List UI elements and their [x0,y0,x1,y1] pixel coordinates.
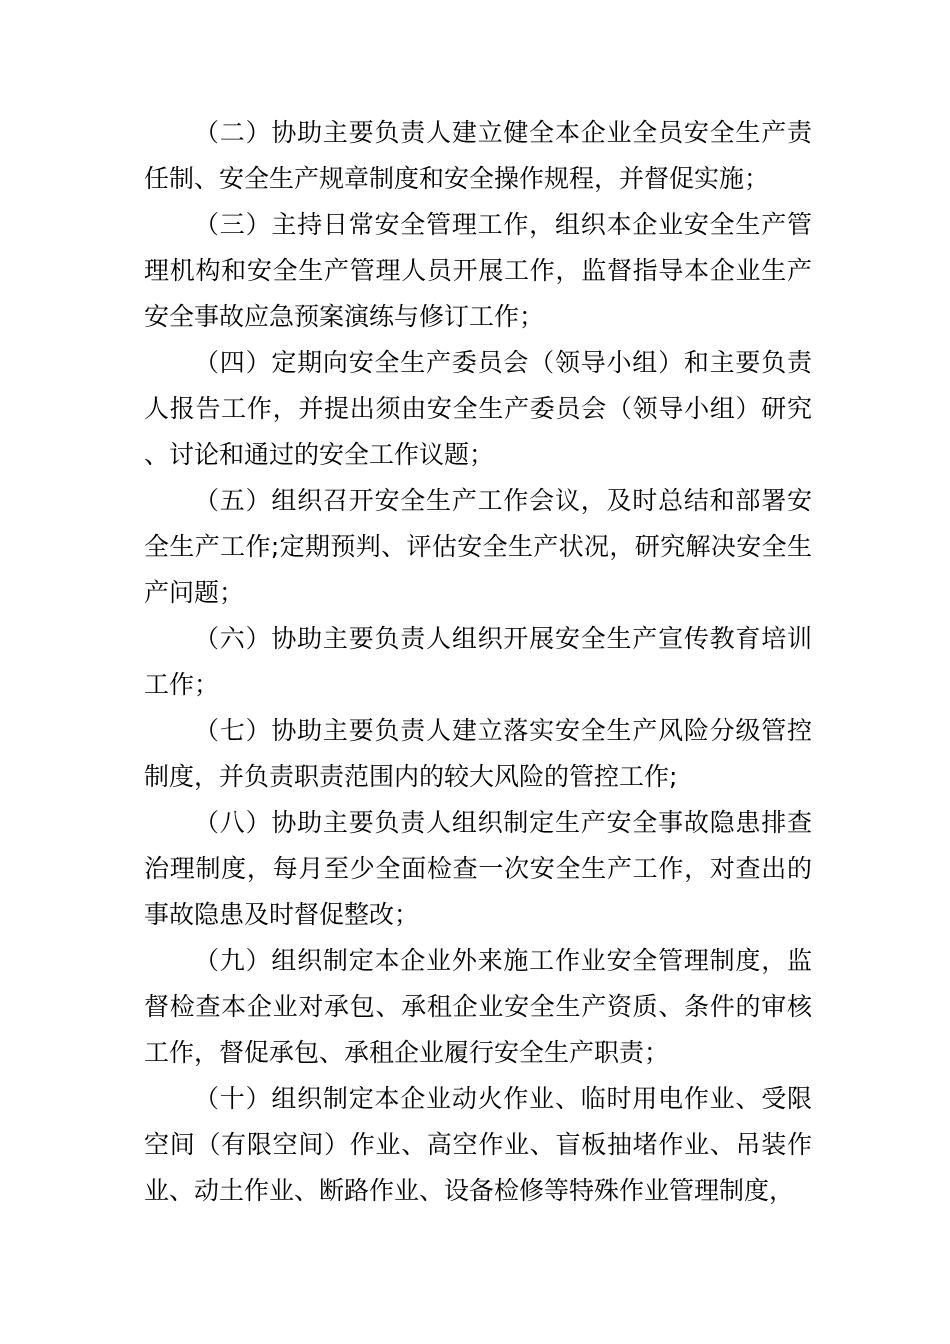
document-body [144,110,812,1214]
paragraph-item-2: （二）协助主要负责人建立健全本企业全员安全生产责任制、安全生产规章制度和安全操作规程，并督促实施； [144,118,812,193]
paragraph-item-7: （七）协助主要负责人建立落实安全生产风险分级管控制度，并负责职责范围内的较大风险的管控工作; [144,716,812,791]
paragraph-item-3: （三）主持日常安全管理工作，组织本企业安全生产管理机构和安全生产管理人员开展工作，监督指导本企业生产安全事故应急预案演练与修订工作； [144,210,812,331]
paragraph-item-5: （五）组织召开安全生产工作会议，及时总结和部署安全生产工作;定期预判、评估安全生产状况，研究解决安全生产问题； [144,486,812,607]
paragraph-item-4: （四）定期向安全生产委员会（领导小组）和主要负责人报告工作，并提出须由安全生产委员会（领导小组）研究、讨论和通过的安全工作议题； [144,348,812,469]
paragraph-item-8: （八）协助主要负责人组织制定生产安全事故隐患排查治理制度，每月至少全面检查一次安全生产工作，对查出的事故隐患及时督促整改； [144,808,812,929]
paragraph-item-6: （六）协助主要负责人组织开展安全生产宣传教育培训工作； [144,624,812,699]
paragraph-item-9: （九）组织制定本企业外来施工作业安全管理制度，监督检查本企业对承包、承租企业安全生产资质、条件的审核工作，督促承包、承租企业履行安全生产职责； [144,946,812,1067]
paragraph-item-10: （十）组织制定本企业动火作业、临时用电作业、受限空间（有限空间）作业、高空作业、盲板抽堵作业、吊装作业、动土作业、断路作业、设备检修等特殊作业管理制度， [144,1084,812,1205]
